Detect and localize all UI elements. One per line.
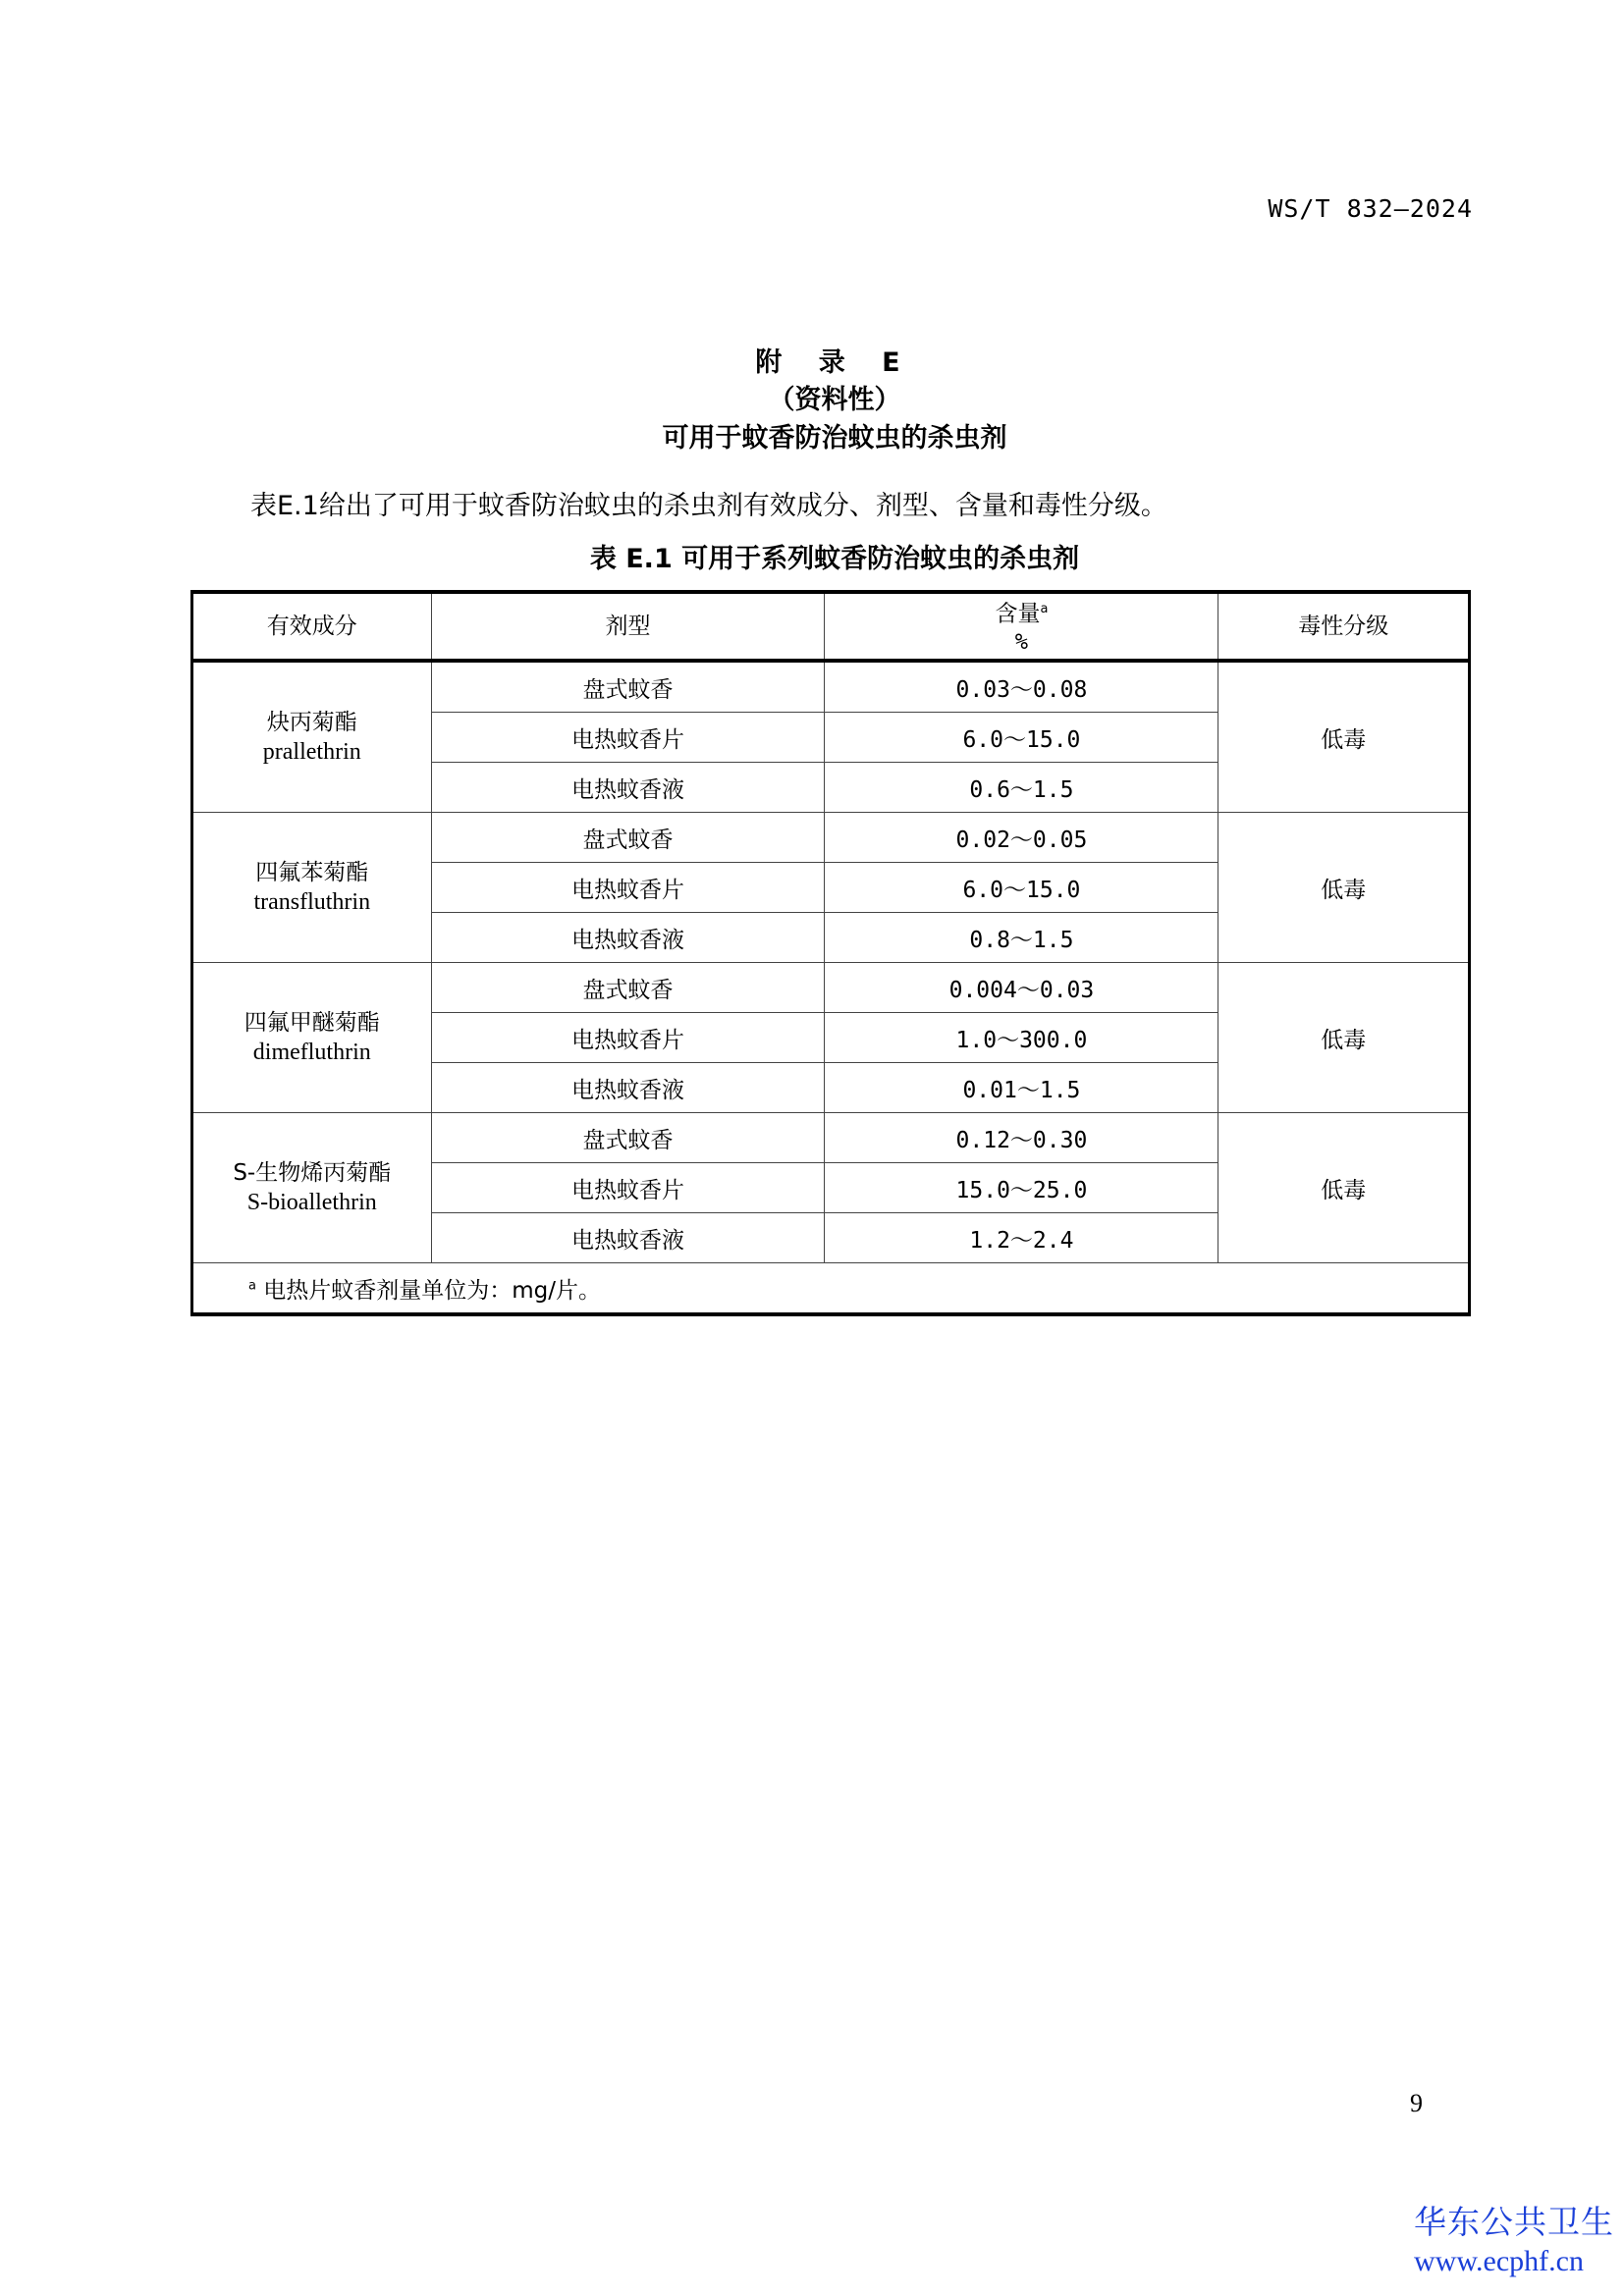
table-row <box>192 813 1470 863</box>
formulation-cell: 电热蚊香液 <box>431 1213 825 1263</box>
formulation-cell: 电热蚊香片 <box>431 863 825 913</box>
formulation-cell: 盘式蚊香 <box>431 813 825 863</box>
watermark-name: 华东公共卫生 <box>1414 2203 1614 2241</box>
ingredient-name-cn: 四氟甲醚菊酯 <box>244 1010 380 1036</box>
formulation-cell: 电热蚊香片 <box>431 713 825 763</box>
content-cell: 0.004～0.03 <box>825 963 1218 1013</box>
formulation-cell: 盘式蚊香 <box>431 1113 825 1163</box>
footnote-text: 电热片蚊香剂量单位为：mg/片。 <box>263 1277 602 1304</box>
appendix-label: 附 录 E <box>755 347 914 378</box>
ingredient-name-en: prallethrin <box>262 739 361 765</box>
table-row <box>192 661 1470 713</box>
formulation-cell: 电热蚊香片 <box>431 1163 825 1213</box>
content-cell: 6.0～15.0 <box>825 713 1218 763</box>
ingredient-name-cn: S-生物烯丙菊酯 <box>233 1160 392 1186</box>
content-cell: 0.12～0.30 <box>825 1113 1218 1163</box>
ingredient-cell <box>192 661 432 813</box>
content-cell: 1.0～300.0 <box>825 1013 1218 1063</box>
table-header-row <box>192 592 1470 661</box>
content-cell: 0.02～0.05 <box>825 813 1218 863</box>
formulation-cell: 电热蚊香液 <box>431 913 825 963</box>
ingredient-name-en: transfluthrin <box>253 889 371 915</box>
formulation-cell: 盘式蚊香 <box>431 963 825 1013</box>
table-row <box>192 1113 1470 1163</box>
page-number: 9 <box>1410 2089 1423 2117</box>
ingredient-cell <box>192 1113 432 1263</box>
table-title: 表 E.1 可用于系列蚊香防治蚊虫的杀虫剂 <box>589 544 1080 574</box>
header-toxicity: 毒性分级 <box>1218 592 1470 661</box>
header-content-unit: % <box>1014 629 1029 655</box>
formulation-cell: 电热蚊香液 <box>431 1063 825 1113</box>
table-footnote <box>192 1263 1470 1315</box>
footnote-mark: a <box>248 1277 256 1293</box>
toxicity-cell: 低毒 <box>1218 963 1470 1113</box>
ingredient-name-cn: 炔丙菊酯 <box>266 710 357 735</box>
toxicity-cell: 低毒 <box>1218 813 1470 963</box>
content-cell: 0.8～1.5 <box>825 913 1218 963</box>
standard-code: WS/T 832—2024 <box>1268 194 1473 223</box>
content-cell: 0.03～0.08 <box>825 661 1218 713</box>
table-row <box>192 963 1470 1013</box>
ingredient-name-en: S-bioallethrin <box>246 1190 377 1215</box>
table-footnote-row <box>192 1263 1470 1315</box>
appendix-title: 可用于蚊香防治蚊虫的杀虫剂 <box>662 423 1007 454</box>
ingredient-name-cn: 四氟苯菊酯 <box>255 860 369 885</box>
content-cell: 1.2～2.4 <box>825 1213 1218 1263</box>
header-content-label: 含量 <box>995 601 1041 627</box>
content-cell: 0.6～1.5 <box>825 763 1218 813</box>
header-ingredient: 有效成分 <box>192 592 432 661</box>
ingredient-cell <box>192 963 432 1113</box>
content-cell: 6.0～15.0 <box>825 863 1218 913</box>
formulation-cell: 电热蚊香液 <box>431 763 825 813</box>
header-formulation: 剂型 <box>431 592 825 661</box>
content-cell: 0.01～1.5 <box>825 1063 1218 1113</box>
toxicity-cell: 低毒 <box>1218 1113 1470 1263</box>
formulation-cell: 盘式蚊香 <box>431 661 825 713</box>
intro-paragraph: 表E.1给出了可用于蚊香防治蚊虫的杀虫剂有效成分、剂型、含量和毒性分级。 <box>250 491 1167 521</box>
appendix-nature: （资料性） <box>768 385 901 415</box>
ingredient-cell <box>192 813 432 963</box>
watermark-url: www.ecphf.cn <box>1414 2245 1584 2277</box>
formulation-cell: 电热蚊香片 <box>431 1013 825 1063</box>
header-content <box>825 592 1218 661</box>
content-cell: 15.0～25.0 <box>825 1163 1218 1213</box>
insecticide-table <box>190 590 1471 1316</box>
header-content-footnote-mark: a <box>1040 602 1049 617</box>
toxicity-cell: 低毒 <box>1218 661 1470 813</box>
ingredient-name-en: dimefluthrin <box>252 1040 371 1065</box>
